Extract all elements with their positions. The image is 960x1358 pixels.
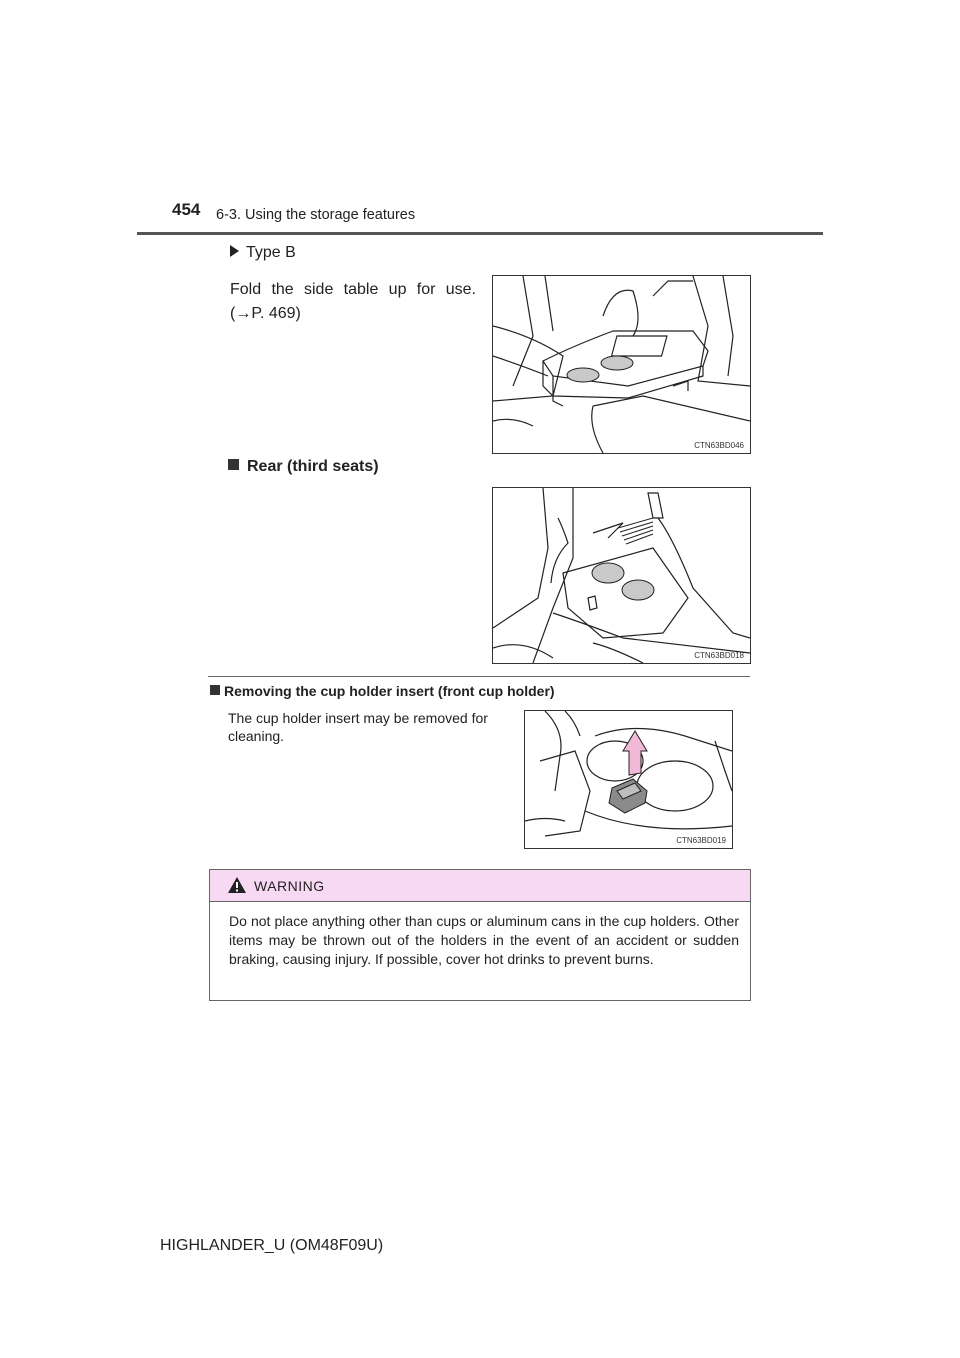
removing-heading-text: Removing the cup holder insert (front cup holder)	[224, 683, 555, 699]
section-title: 6-3. Using the storage features	[216, 207, 416, 223]
warning-header	[210, 870, 750, 902]
warning-box	[209, 869, 751, 1001]
figure-code: CTN63BD018	[694, 651, 744, 660]
rear-heading-text: Rear (third seats)	[247, 458, 379, 475]
figure-code: CTN63BD019	[676, 836, 726, 845]
type-b-label	[230, 244, 296, 262]
side-table-illustration	[492, 275, 751, 454]
header-rule	[137, 232, 823, 235]
cupholder-insert-illustration	[524, 710, 733, 849]
page-number: 454	[172, 200, 201, 219]
removing-text: The cup holder insert may be removed for cleaning.	[228, 710, 488, 744]
rear-cupholder-illustration	[492, 487, 751, 664]
square-bullet-icon	[228, 459, 239, 470]
warning-title: WARNING	[254, 878, 325, 894]
arrow-right-icon	[230, 245, 239, 257]
type-b-text: Type B	[246, 244, 296, 261]
type-b-description: Fold the side table up for use. (→P. 469)	[230, 281, 476, 322]
rear-heading	[228, 458, 379, 476]
warning-text: Do not place anything other than cups or aluminum cans in the cup holders. Other items may be thrown out of the holders in the event of an accident or sudden braking, causing injury. If possible, cover hot drinks to prevent burns.	[229, 913, 739, 967]
section-divider	[208, 676, 750, 677]
square-bullet-icon	[210, 685, 220, 695]
warning-icon	[228, 877, 246, 893]
figure-code: CTN63BD046	[694, 441, 744, 450]
removing-heading	[210, 683, 555, 699]
footer-model: HIGHLANDER_U (OM48F09U)	[160, 1237, 384, 1254]
